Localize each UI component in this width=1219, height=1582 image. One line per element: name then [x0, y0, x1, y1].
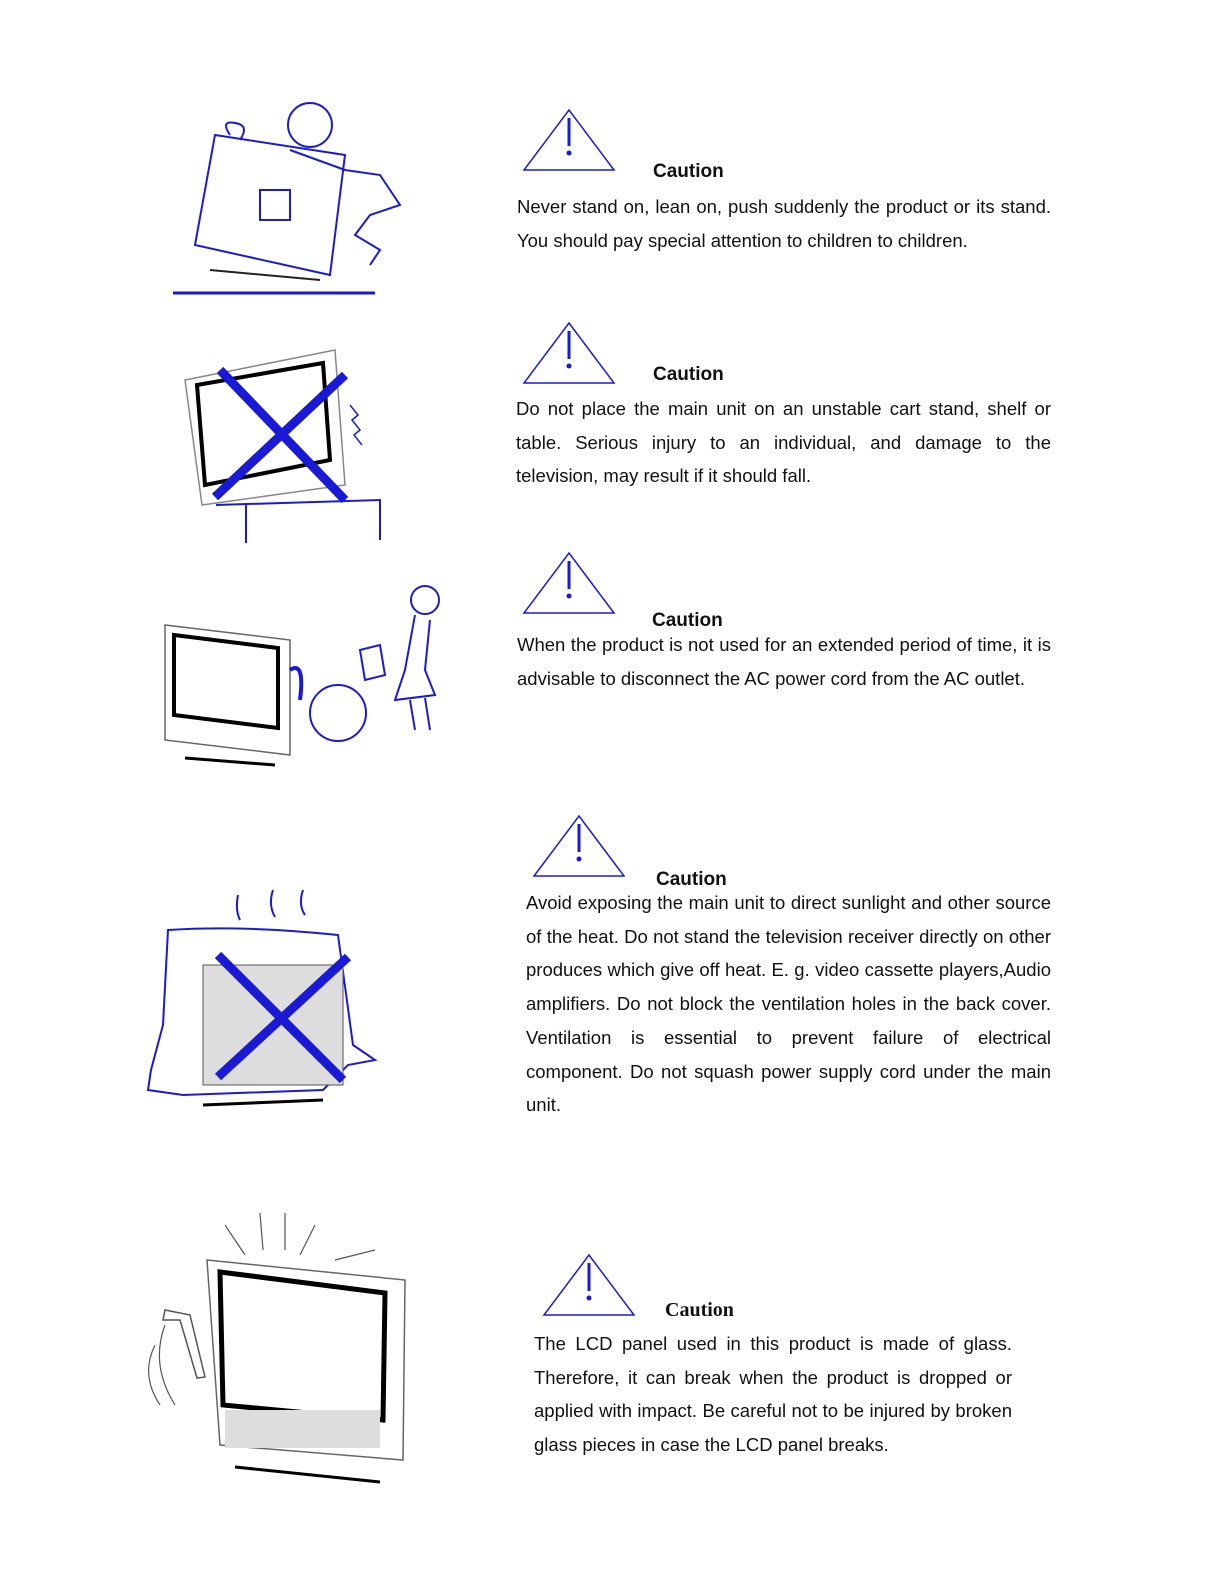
- illustration-unplug-power-cord: [160, 580, 455, 770]
- caution-heading: Caution: [653, 364, 724, 385]
- caution-text: When the product is not used for an extended period of time, it is advisable to disconnect the AC power cord from the AC outlet.: [517, 634, 1051, 689]
- caution-heading: Caution: [656, 869, 727, 890]
- caution-text: The LCD panel used in this product is made of glass. Therefore, it can break when the product is dropped or applied with impact. Be careful not to be injured by broken glass pieces in case the LCD panel breaks.: [534, 1333, 1012, 1456]
- caution-text: Never stand on, lean on, push suddenly the product or its stand. You should pay special attention to children to children.: [517, 196, 1051, 251]
- warning-triangle-icon: [522, 321, 616, 385]
- illustration-covered-tv-heat: [143, 885, 383, 1120]
- warning-triangle-icon: [532, 814, 626, 878]
- illustration-tv-on-unstable-stand: [180, 345, 390, 545]
- caution-heading: Caution: [665, 1299, 734, 1321]
- illustration-child-leaning-on-tv: [170, 95, 410, 300]
- warning-triangle-icon: [522, 108, 616, 172]
- warning-triangle-icon: [522, 551, 616, 615]
- caution-heading: Caution: [652, 610, 723, 631]
- caution-heading: Caution: [653, 161, 724, 182]
- illustration-hammer-breaking-glass: [135, 1205, 415, 1490]
- caution-text: Do not place the main unit on an unstable cart stand, shelf or table. Serious injury to an individual, and damage to the television, may result if it should fall.: [516, 398, 1051, 487]
- warning-triangle-icon: [542, 1253, 636, 1317]
- caution-text: Avoid exposing the main unit to direct sunlight and other source of the heat. Do not stand the television receiver directly on other produces which give off heat. E. g. video cassette players,Audio amplifiers. Do not block the ventilation holes in the back cover. Ventilation is essential to prevent failure of electrical component. Do not squash power supply cord under the main unit.: [526, 892, 1051, 1116]
